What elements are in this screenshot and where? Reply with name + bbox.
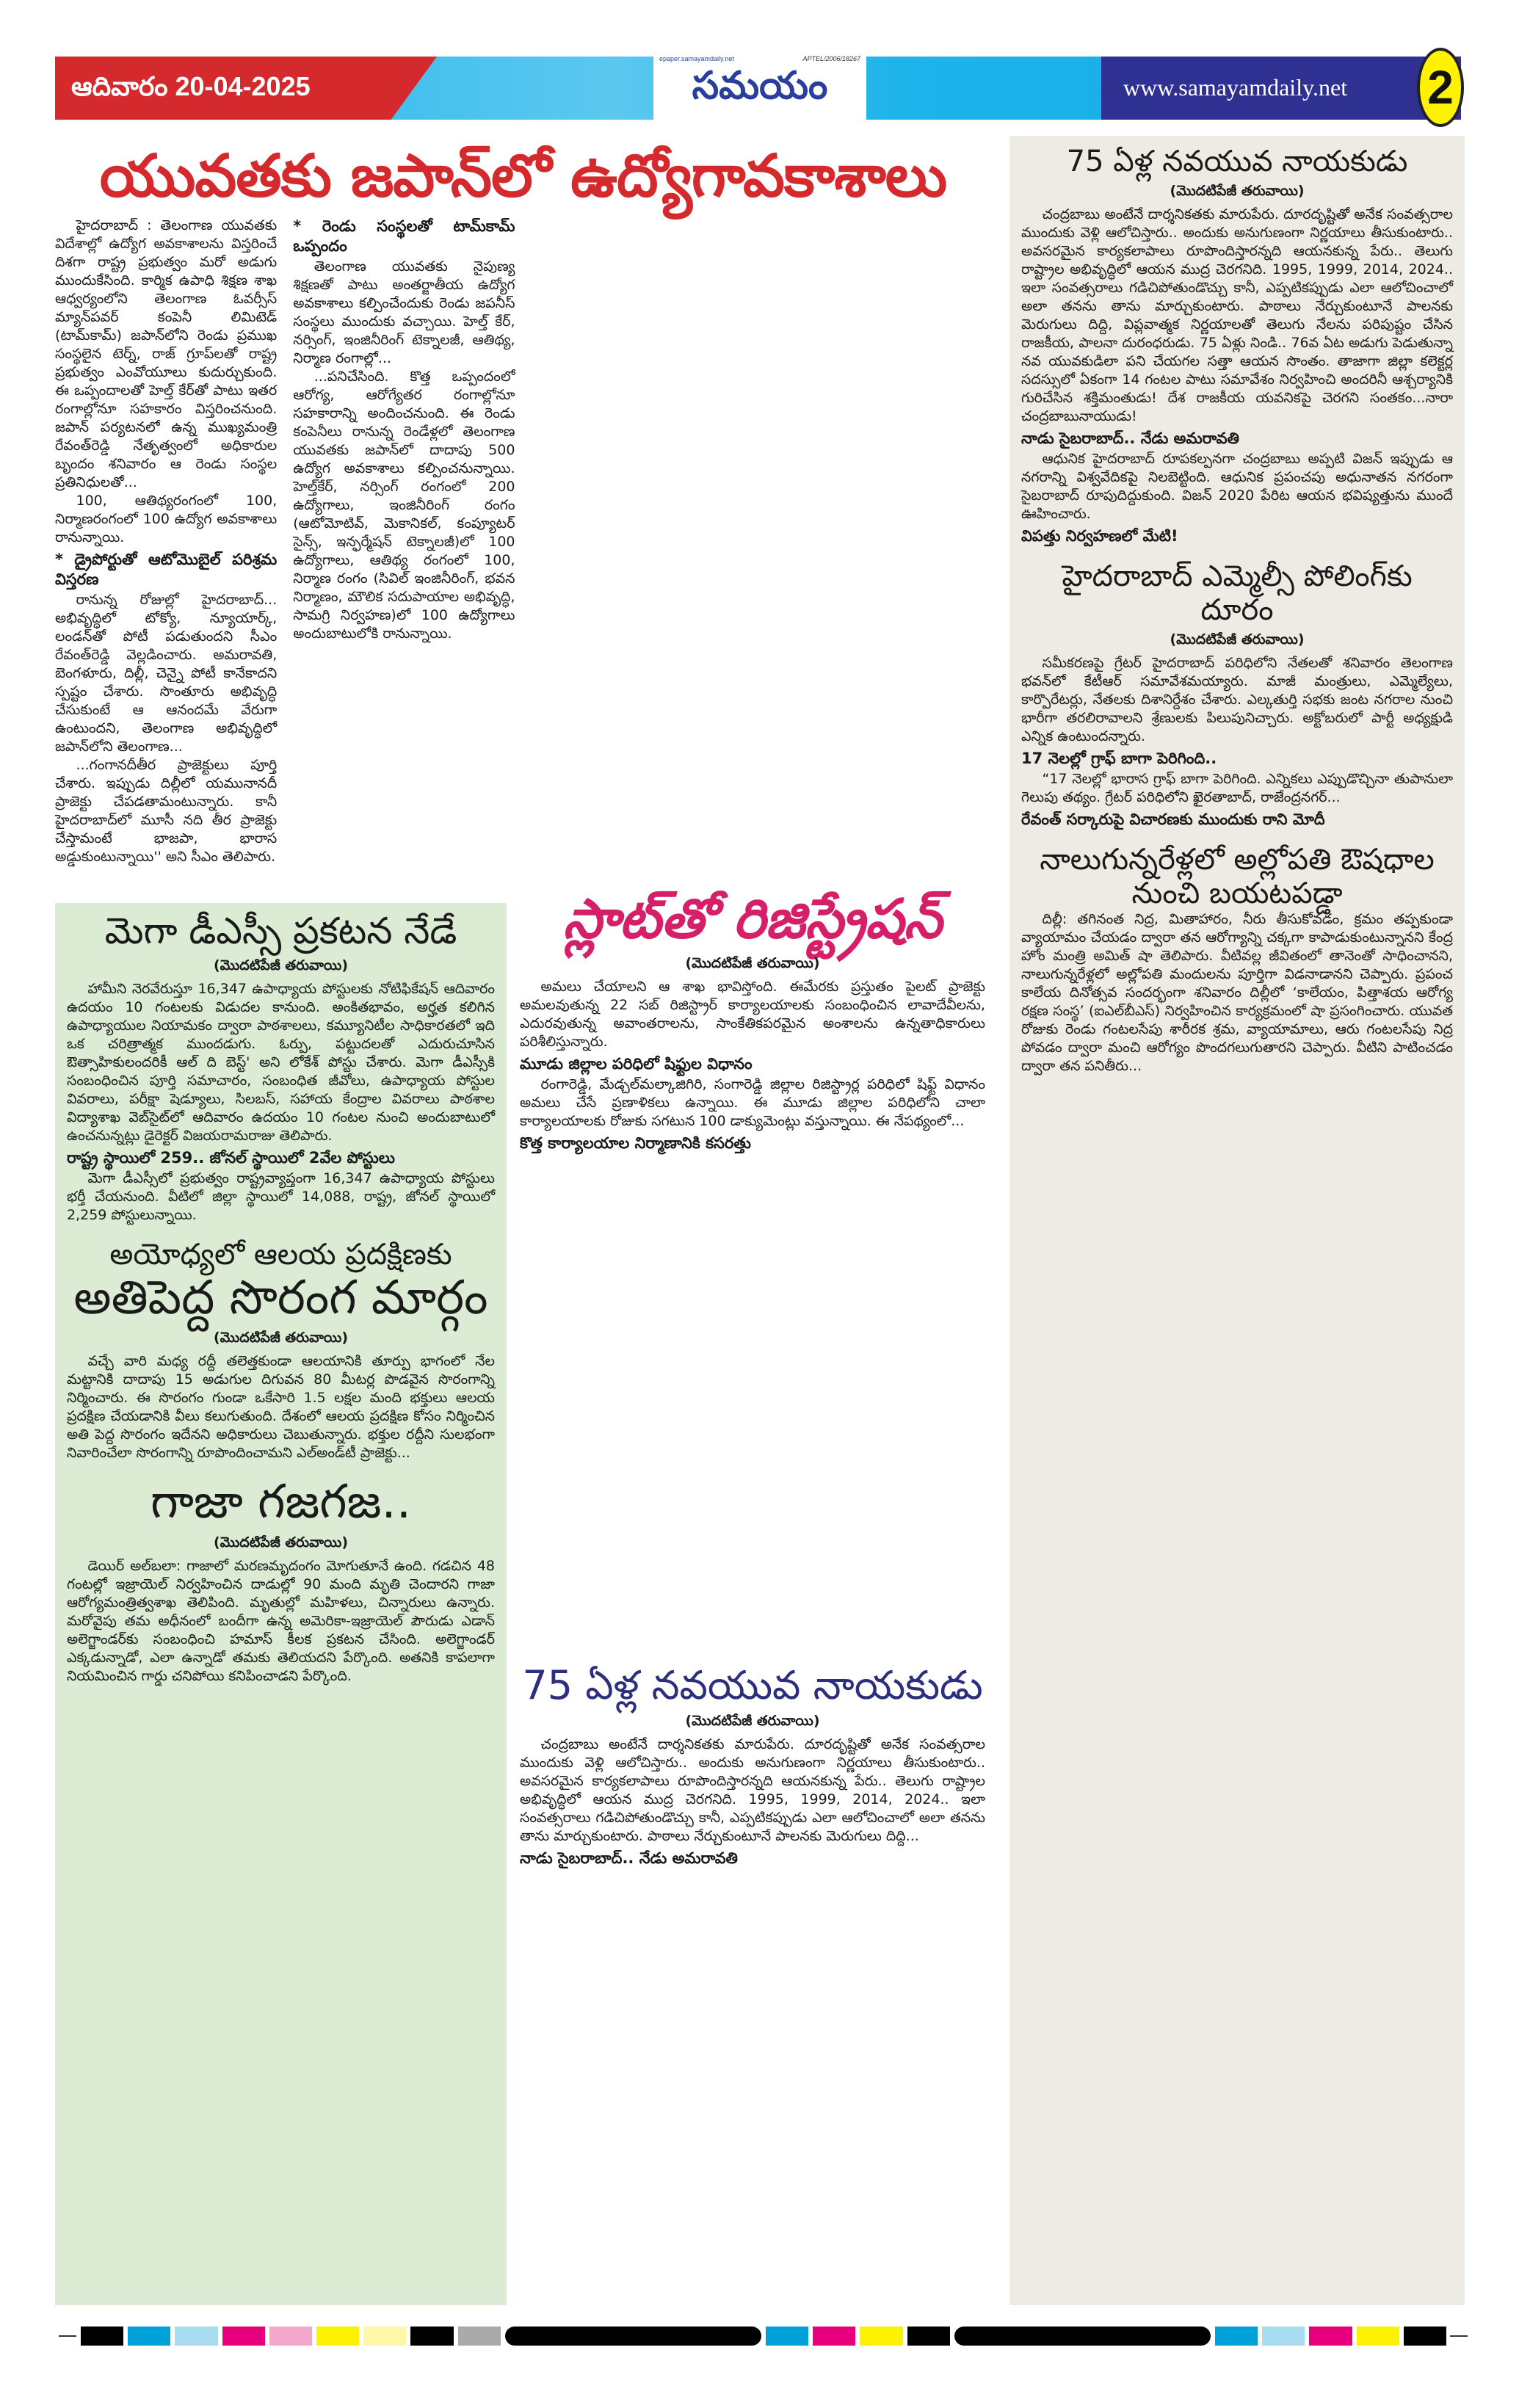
right-column [1009, 136, 1465, 2305]
continued-label: (మొదటిపేజీ తరువాయి) [1170, 183, 1305, 199]
slot-registration-article [514, 888, 991, 1659]
print-color-bar [81, 2324, 1446, 2349]
article-body [67, 1352, 495, 1462]
logo-epaper-url: epaper.samayamdaily.net [659, 55, 734, 62]
subheading: రాష్ట్ర స్థాయిలో 259.. జోనల్ స్థాయిలో 2వేల పోస్టులు [67, 1148, 395, 1167]
subheading: మూడు జిల్లాల పరిధిలో షిఫ్టుల విధానం [520, 1055, 753, 1073]
lead-headline: యువతకు జపాన్‌లో ఉద్యోగావకాశాలు [99, 142, 947, 210]
article [1021, 145, 1453, 546]
paragraph: అమలు చేయాలని ఆ శాఖ భావిస్తోంది. ఈమేరకు ప్రస్తుతం పైలట్ ప్రాజెక్టు అమలవుతున్న 22 సబ్ రిజిస్ట్రార్ కార్యాలయాలకు సంబంధించిన లావాదేవీలను, ఎదురవుతున్న అవాంతరాలను, సాంకేతికపరమైన అంశాలను ఉన్నతాధికారులు పరిశీలిస్తున్నారు. [520, 979, 985, 1051]
paragraph: తెలంగాణ యువతకు నైపుణ్య శిక్షణతో పాటు అంతర్జాతీయ ఉద్యోగ అవకాశాలు కల్పించేందుకు రెండు జపనీస్ సంస్థలు ముందుకు వచ్చాయి. హెల్త్ కేర్, నర్సింగ్, ఇంజినీరింగ్ టెక్నాలజీ, ఆతిథ్య, నిర్మాణ రంగాల్లో... [293, 258, 515, 366]
website-banner [1101, 57, 1461, 120]
article-headline: 75 ఏళ్ల నవయువ నాయకుడు [522, 1663, 983, 1708]
crop-mark [1450, 2335, 1468, 2337]
left-column [55, 903, 507, 2305]
article-body [1021, 206, 1453, 546]
paragraph: హైదరాబాద్ : తెలంగాణ యువతకు విదేశాల్లో ఉద్యోగ అవకాశాలను విస్తరించే దిశగా రాష్ట్ర ప్రభుత్వం మరో అడుగు ముందుకేసింది. కార్మిక ఉపాధి శిక్షణ శాఖ ఆధ్వర్యంలోని తెలంగాణ ఓవర్సీస్ మ్యాన్‌పవర్ కంపెనీ లిమిటెడ్ (టామ్‌కామ్) జపాన్‌లోని రెండు ప్రముఖ సంస్థలైన టెర్న్, రాజ్ గ్రూప్‌లతో రాష్ట్ర ప్రభుత్వం ఎంవోయూలు కుదుర్చుకుంది. ఈ ఒప్పందాలతో హెల్త్ కేర్‌తో పాటు ఇతర రంగాల్లోనూ సహకారం విస్తరించనుంది. జపాన్ పర్యటనలో ఉన్న ముఖ్యమంత్రి రేవంత్‌రెడ్డి నేతృత్వంలో అధికారుల బృందం శనివారం ఆ రెండు సంస్థల ప్రతినిధులతో... [55, 217, 278, 490]
article-headline: అయోధ్యలో ఆలయ ప్రదక్షిణకు [109, 1237, 452, 1272]
article-headline: మెగా డీఎస్సీ ప్రకటన నేడే [104, 910, 457, 952]
subheading: నాడు సైబరాబాద్.. నేడు అమరావతి [1021, 429, 1239, 447]
article-body [1021, 654, 1453, 830]
logo-title: సమయం [692, 64, 828, 108]
article-headline: గాజా గజగజ.. [150, 1475, 412, 1530]
newspaper-logo [653, 52, 866, 123]
paragraph: 100, ఆతిథ్యరంగంలో 100, నిర్మాణరంగంలో 100 ఉద్యోగ అవకాశాలు రానున్నాయి. [55, 493, 278, 545]
paragraph: రంగారెడ్డి, మేడ్చల్‌మల్కాజిగిరి, సంగారెడ్డి జిల్లాల రిజిస్ట్రార్ల పరిధిలో షిఫ్ట్ విధానం అమలు చేసే ప్రణాళికలు ఉన్నాయి. ఈ మూడు జిల్లాల పరిధిలోని చాలా కార్యాలయాలకు రోజుకు సగటున 100 డాక్యుమెంట్లు వస్తున్నాయి. ఈ నేపథ్యంలో... [520, 1076, 985, 1130]
issue-date: ఆదివారం 20-04-2025 [71, 71, 311, 101]
paragraph: వచ్చే వారి మధ్య రద్దీ తలెత్తకుండా ఆలయానికి తూర్పు భాగంలో నేల మట్టానికి దాదాపు 15 అడుగుల దిగువన 80 మీటర్ల పొడవైన సొరంగాన్ని నిర్మించారు. ఈ సొరంగం గుండా ఒకేసారి 1.5 లక్షల మంది భక్తులు ఆలయ ప్రదక్షిణ చేయడానికి వీలు కలుగుతుంది. దేశంలో ఆలయ ప్రదక్షిణ కోసం నిర్మించిన అతి పెద్ద సొరంగం ఇదేనని అధికారులు చెబుతున్నారు. భక్తుల రద్దీని సులభంగా నివారించేలా సొరంగాన్ని రూపొందించామని ఎల్అండ్‌టీ ప్రాజెక్టు... [67, 1353, 495, 1462]
paragraph: ఆధునిక హైదరాబాద్ రూపకల్పనగా చంద్రబాబు అప్పటి విజన్ ఇప్పుడు ఆ నగరాన్ని విశ్వవేదికపై నిలబెట్టింది. ఆధునిక ప్రపంచపు అధునాతన నగరంగా సైబరాబాద్ రూపుదిద్దుకుంది. విజన్ 2020 పేరిట ఆయన భవిష్యత్తును ముందే ఊహించారు. [1021, 451, 1453, 522]
continued-label: (మొదటిపేజీ తరువాయి) [213, 1330, 349, 1346]
subheading: కొత్త కార్యాలయాల నిర్మాణానికి కసరత్తు [520, 1134, 751, 1153]
article-body [520, 1736, 985, 1868]
masthead [55, 57, 1461, 120]
article-headline: స్లాట్‌తో రిజిస్ట్రేషన్ [562, 888, 942, 951]
article-body [67, 1557, 495, 1686]
article [67, 910, 495, 1225]
article [1021, 843, 1453, 1076]
article [67, 1476, 495, 1686]
article-body [67, 980, 495, 1225]
paragraph: మెగా డీఎస్సీలో ప్రభుత్వం రాష్ట్రవ్యాప్తంగా 16,347 ఉపాధ్యాయ పోస్టులు భర్తీ చేయనుంది. వీటిలో జిల్లా స్థాయిలో 14,088, రాష్ట్ర, జోనల్ స్థాయిలో 2,259 పోస్టులున్నాయి. [67, 1169, 495, 1223]
paragraph: డెయిర్ అల్‌బలా: గాజాలో మరణమృదంగం మోగుతూనే ఉంది. గడచిన 48 గంటల్లో ఇజ్రాయెల్ నిర్వహించిన దాడుల్లో 90 మంది మృతి చెందారని గాజా ఆరోగ్యమంత్రిత్వశాఖ తెలిపింది. మృతుల్లో మహిళలు, చిన్నారులు ఉన్నారు. మరోవైపు తమ అధీనంలో బందీగా ఉన్న అమెరికా-ఇజ్రాయెల్ పౌరుడు ఎడాన్ అలెగ్జాండర్‌కు సంబంధించి హమాస్ కీలక ప్రకటన చేసింది. అలెగ్జాండర్ ఎక్కడున్నాడో, ఎలా ఉన్నాడో తమకు తెలియదని పేర్కొంది. అతనికి కాపలాగా నియమించిన గార్డు చనిపోయి కనిపించాడని పేర్కొంది. [67, 1557, 495, 1684]
article-headline: హైదరాబాద్ ఎమ్మెల్సీ పోలింగ్‌కు దూరం [1062, 559, 1413, 627]
paragraph: ...గంగానదీతీర ప్రాజెక్టులు పూర్తి చేశారు. ఇప్పుడు దిల్లీలో యమునానదీ ప్రాజెక్టు చేపడతామంటున్నారు. కానీ హైదరాబాద్‌లో మూసీ నది తీర ప్రాజెక్టు చేస్తామంటే భాజపా, భారాస అడ్డుకుంటున్నాయి'' అని సీఎం తెలిపారు. [55, 757, 278, 865]
subheading: నాడు సైబరాబాద్.. నేడు అమరావతి [520, 1849, 738, 1868]
lead-article [55, 217, 991, 877]
article-headline: నాలుగున్నరేళ్లలో అల్లోపతి ఔషధాల నుంచి బయటపడ్డా [1040, 843, 1435, 910]
subheading: రేవంత్ సర్కారుపై విచారణకు ముందుకు రాని మోదీ [1021, 810, 1325, 828]
paragraph: చంద్రబాబు అంటేనే దార్శనికతకు మారుపేరు. దూరదృష్టితో అనేక సంవత్సరాల ముందుకు వెళ్లి ఆలోచిస్తారు.. అందుకు అనుగుణంగా నిర్ణయాలు తీసుకుంటారు.. అవసరమైన కార్యకలాపాలు రూపొందిస్తారన్నది ఆయనకున్న పేరు.. తెలుగు రాష్ట్రాల అభివృద్ధిలో ఆయన ముద్ర చెరగనిది. 1995, 1999, 2014, 2024.. ఇలా సంవత్సరాలు గడిచిపోతుండొచ్చు కానీ, ఎప్పటికప్పుడు ఎలా ఆలోచించాలో అలా తనను తాను మార్చుకుంటారు. పాఠాలు నేర్చుకుంటూనే పాలనకు మెరుగులు దిద్ది... [520, 1736, 985, 1845]
paragraph: చంద్రబాబు అంటేనే దార్శనికతకు మారుపేరు. దూరదృష్టితో అనేక సంవత్సరాల ముందుకు వెళ్లి ఆలోచిస్తారు.. అందుకు అనుగుణంగా నిర్ణయాలు తీసుకుంటారు.. అవసరమైన కార్యకలాపాలు రూపొందిస్తారన్నది ఆయనకున్న పేరు.. తెలుగు రాష్ట్రాల అభివృద్ధిలో ఆయన ముద్ర చెరగనిది. 1995, 1999, 2014, 2024.. ఇలా సంవత్సరాలు గడిచిపోతుండొచ్చు కానీ, ఎప్పటికప్పుడు ఎలా ఆలోచించాలో అలా తనను తాను మార్చుకుంటారు. పాఠాలు నేర్చుకుంటూనే పాలనకు మెరుగులు దిద్ది, విప్లవాత్మక నిర్ణయాలతో తెలుగు నేలను పరిపుష్టం చేసిన రాజకీయ, పాలనా దురంధరుడు. 75 ఏళ్లు నిండి.. 76వ ఏట అడుగు పెడుతున్నా నవ యువకుడిలా పని చేయగల సత్తా ఆయన సొంతం. తాజాగా జిల్లా కలెక్టర్ల సదస్సులో ఏకంగా 14 గంటల పాటు సమావేశం నిర్వహించి అందరినీ ఆశ్చర్యానికి గురిచేసిన శక్తిమంతుడు! దేశ రాజకీయ యవనికపై చెరగని సంతకం...నారా చంద్రబాబునాయుడు! [1021, 206, 1453, 424]
paragraph: దిల్లీ: తగినంత నిద్ర, మితాహారం, నీరు తీసుకోవడం, క్రమం తప్పకుండా వ్యాయామం చేయడం ద్వారా తన ఆరోగ్యాన్ని చక్కగా కాపాడుకుంటున్నానని కేంద్ర హోం మంత్రి అమిత్ షా తెలిపారు. వీటివల్ల జీవితంలో తానెంతో సాధించానని, నాలుగున్నరేళ్లలో అల్లోపతి మందులను పూర్తిగా విడనాడానని చెప్పారు. ప్రపంచ కాలేయ దినోత్సవ సందర్భంగా శనివారం దిల్లీలో ‘కాలేయం, పిత్తాశయ ఆరోగ్య రక్షణ సంస్థ’ (ఐఎల్‌బీఎస్) నిర్వహించిన కార్యక్రమంలో షా ప్రసంగించారు. యువత రోజుకు రెండు గంటలసేపు శారీరక శ్రమ, వ్యాయామాలు, ఆరు గంటలసేపు నిద్ర పోవడం ద్వారా మంచి ఆరోగ్యం పొందగలుగుతారని చెప్పారు. వీటిని పాటించడం ద్వారా తన పనితీరు... [1021, 911, 1453, 1074]
article [67, 1238, 495, 1463]
website-url[interactable]: www.samayamdaily.net [1123, 74, 1348, 101]
page-number-badge: 2 [1417, 48, 1464, 127]
paragraph: సమీకరణపై గ్రేటర్ హైదరాబాద్ పరిధిలోని నేతలతో శనివారం తెలంగాణ భవన్‌లో కేటీఆర్ సమావేశమయ్యారు. మాజీ మంత్రులు, ఎమ్మెల్యేలు, కార్పొరేటర్లు, నేతలకు దిశానిర్దేశం చేశారు. ఎల్కతుర్తి సభకు జంట నగరాల నుంచి భారీగా తరలిరావాలని శ్రేణులకు పిలుపునిచ్చారు. అక్టోబరులో పార్టీ అధ్యక్షుడి ఎన్నిక ఉంటుందన్నారు. [1021, 655, 1453, 744]
continued-label: (మొదటిపేజీ తరువాయి) [685, 955, 820, 972]
article-headline-line2: అతిపెద్ద సొరంగ మార్గం [73, 1270, 488, 1325]
subheading: 17 నెలల్లో గ్రాఫ్ బాగా పెరిగింది.. [1021, 750, 1217, 767]
crop-mark [59, 2335, 76, 2337]
logo-registration: APTEL/2006/18267 [802, 55, 860, 62]
article-body [55, 217, 991, 870]
article-headline: 75 ఏళ్ల నవయువ నాయకుడు [1066, 145, 1408, 178]
paragraph: రానున్న రోజుల్లో హైదరాబాద్... అభివృద్ధిలో టోక్యో, న్యూయార్క్, లండన్‌తో పోటీ పడుతుందని సీఎం రేవంత్‌రెడ్డి వెల్లడించారు. అమరావతి, బెంగళూరు, దిల్లీ, చెన్నై పోటీ కానేకాదని స్పష్టం చేశారు. సొంతూరు అభివృద్ధి చేసుకుంటే ఆ ఆనందమే వేరుగా ఉంటుందని, తెలంగాణ అభివృద్ధిలో జపాన్‌లోని తెలంగాణ... [55, 592, 278, 755]
continued-label: (మొదటిపేజీ తరువాయి) [213, 1534, 349, 1551]
subheading: * రెండు సంస్థలతో టామ్‌కామ్ ఒప్పందం [293, 217, 515, 255]
continued-label: (మొదటిపేజీ తరువాయి) [213, 957, 349, 973]
subheading: * డ్రైపోర్టుతో ఆటోమొబైల్ పరిశ్రమ విస్తరణ [55, 551, 278, 588]
leader-article [514, 1663, 991, 2305]
continued-label: (మొదటిపేజీ తరువాయి) [685, 1713, 820, 1730]
continued-label: (మొదటిపేజీ తరువాయి) [1170, 631, 1305, 648]
article-body [1021, 910, 1453, 1076]
article [1021, 559, 1453, 830]
paragraph: ...పనిచేసింది. కొత్త ఒప్పందంలో ఆరోగ్య, ఆరోగ్యేతర రంగాల్లోనూ సహకారాన్ని అందించనుంది. ఈ రెండు కంపెనీలు రానున్న రెండేళ్లలో తెలంగాణ యువతకు జపాన్‌లో దాదాపు 500 ఉద్యోగ అవకాశాలు కల్పించనున్నాయి. హెల్త్‌కేర్, నర్సింగ్ రంగంలో 200 ఉద్యోగాలు, ఇంజినీరింగ్ రంగం (ఆటోమోటివ్, మెకానికల్, కంప్యూటర్ సైన్స్, ఇన్ఫర్మేషన్ టెక్నాలజీ)లో 100 ఉద్యోగాలు, ఆతిథ్య రంగంలో 100, నిర్మాణ రంగం (సివిల్ ఇంజినీరింగ్, భవన నిర్మాణం, మౌలిక సదుపాయాల అభివృద్ధి, సామగ్రి నిర్వహణ)లో 100 ఉద్యోగాలు అందుబాటులోకి రానున్నాయి. [293, 369, 515, 642]
paragraph: హామీని నెరవేరుస్తూ 16,347 ఉపాధ్యాయ పోస్టులకు నోటిఫికేషన్ ఆదివారం ఉదయం 10 గంటలకు విడుదల కానుంది. అంకితభావం, అర్హత కలిగిన ఉపాధ్యాయుల నియామకం ద్వారా పాఠశాలలు, కమ్యూనిటీల సాధికారతలో ఇది ఒక చరిత్రాత్మక ముందడుగు. ఓర్పు, పట్టుదలతో ఎదురుచూసిన ఔత్సాహికులందరికీ ఆల్ ది బెస్ట్' అని లోకేశ్ పోస్టు చేశారు. మెగా డీఎస్సీకి సంబంధించిన పూర్తి సమాచారం, సంబంధిత జీవోలు, ఉపాధ్యాయ పోస్టుల వివరాలు, పరీక్షా షెడ్యూలు, సిలబస్, సహాయ కేంద్రాల వివరాలు పాఠశాల విద్యాశాఖ వెబ్‌సైట్‌లో ఆదివారం ఉదయం 10 గంటల నుంచి అందుబాటులో ఉంచనున్నట్లు డైరెక్టర్ విజయరామరాజు తెలిపారు. [67, 980, 495, 1144]
subheading: విపత్తు నిర్వహణలో మేటి! [1021, 527, 1178, 545]
paragraph: “17 నెలల్లో భారాస గ్రాఫ్ బాగా పెరిగింది. ఎన్నికలు ఎప్పుడొచ్చినా తుపానులా గెలుపు తథ్యం. గ్రేటర్ పరిధిలోని ఖైరతాబాద్, రాజేంద్రనగర్... [1021, 771, 1453, 805]
article-body [520, 978, 985, 1153]
